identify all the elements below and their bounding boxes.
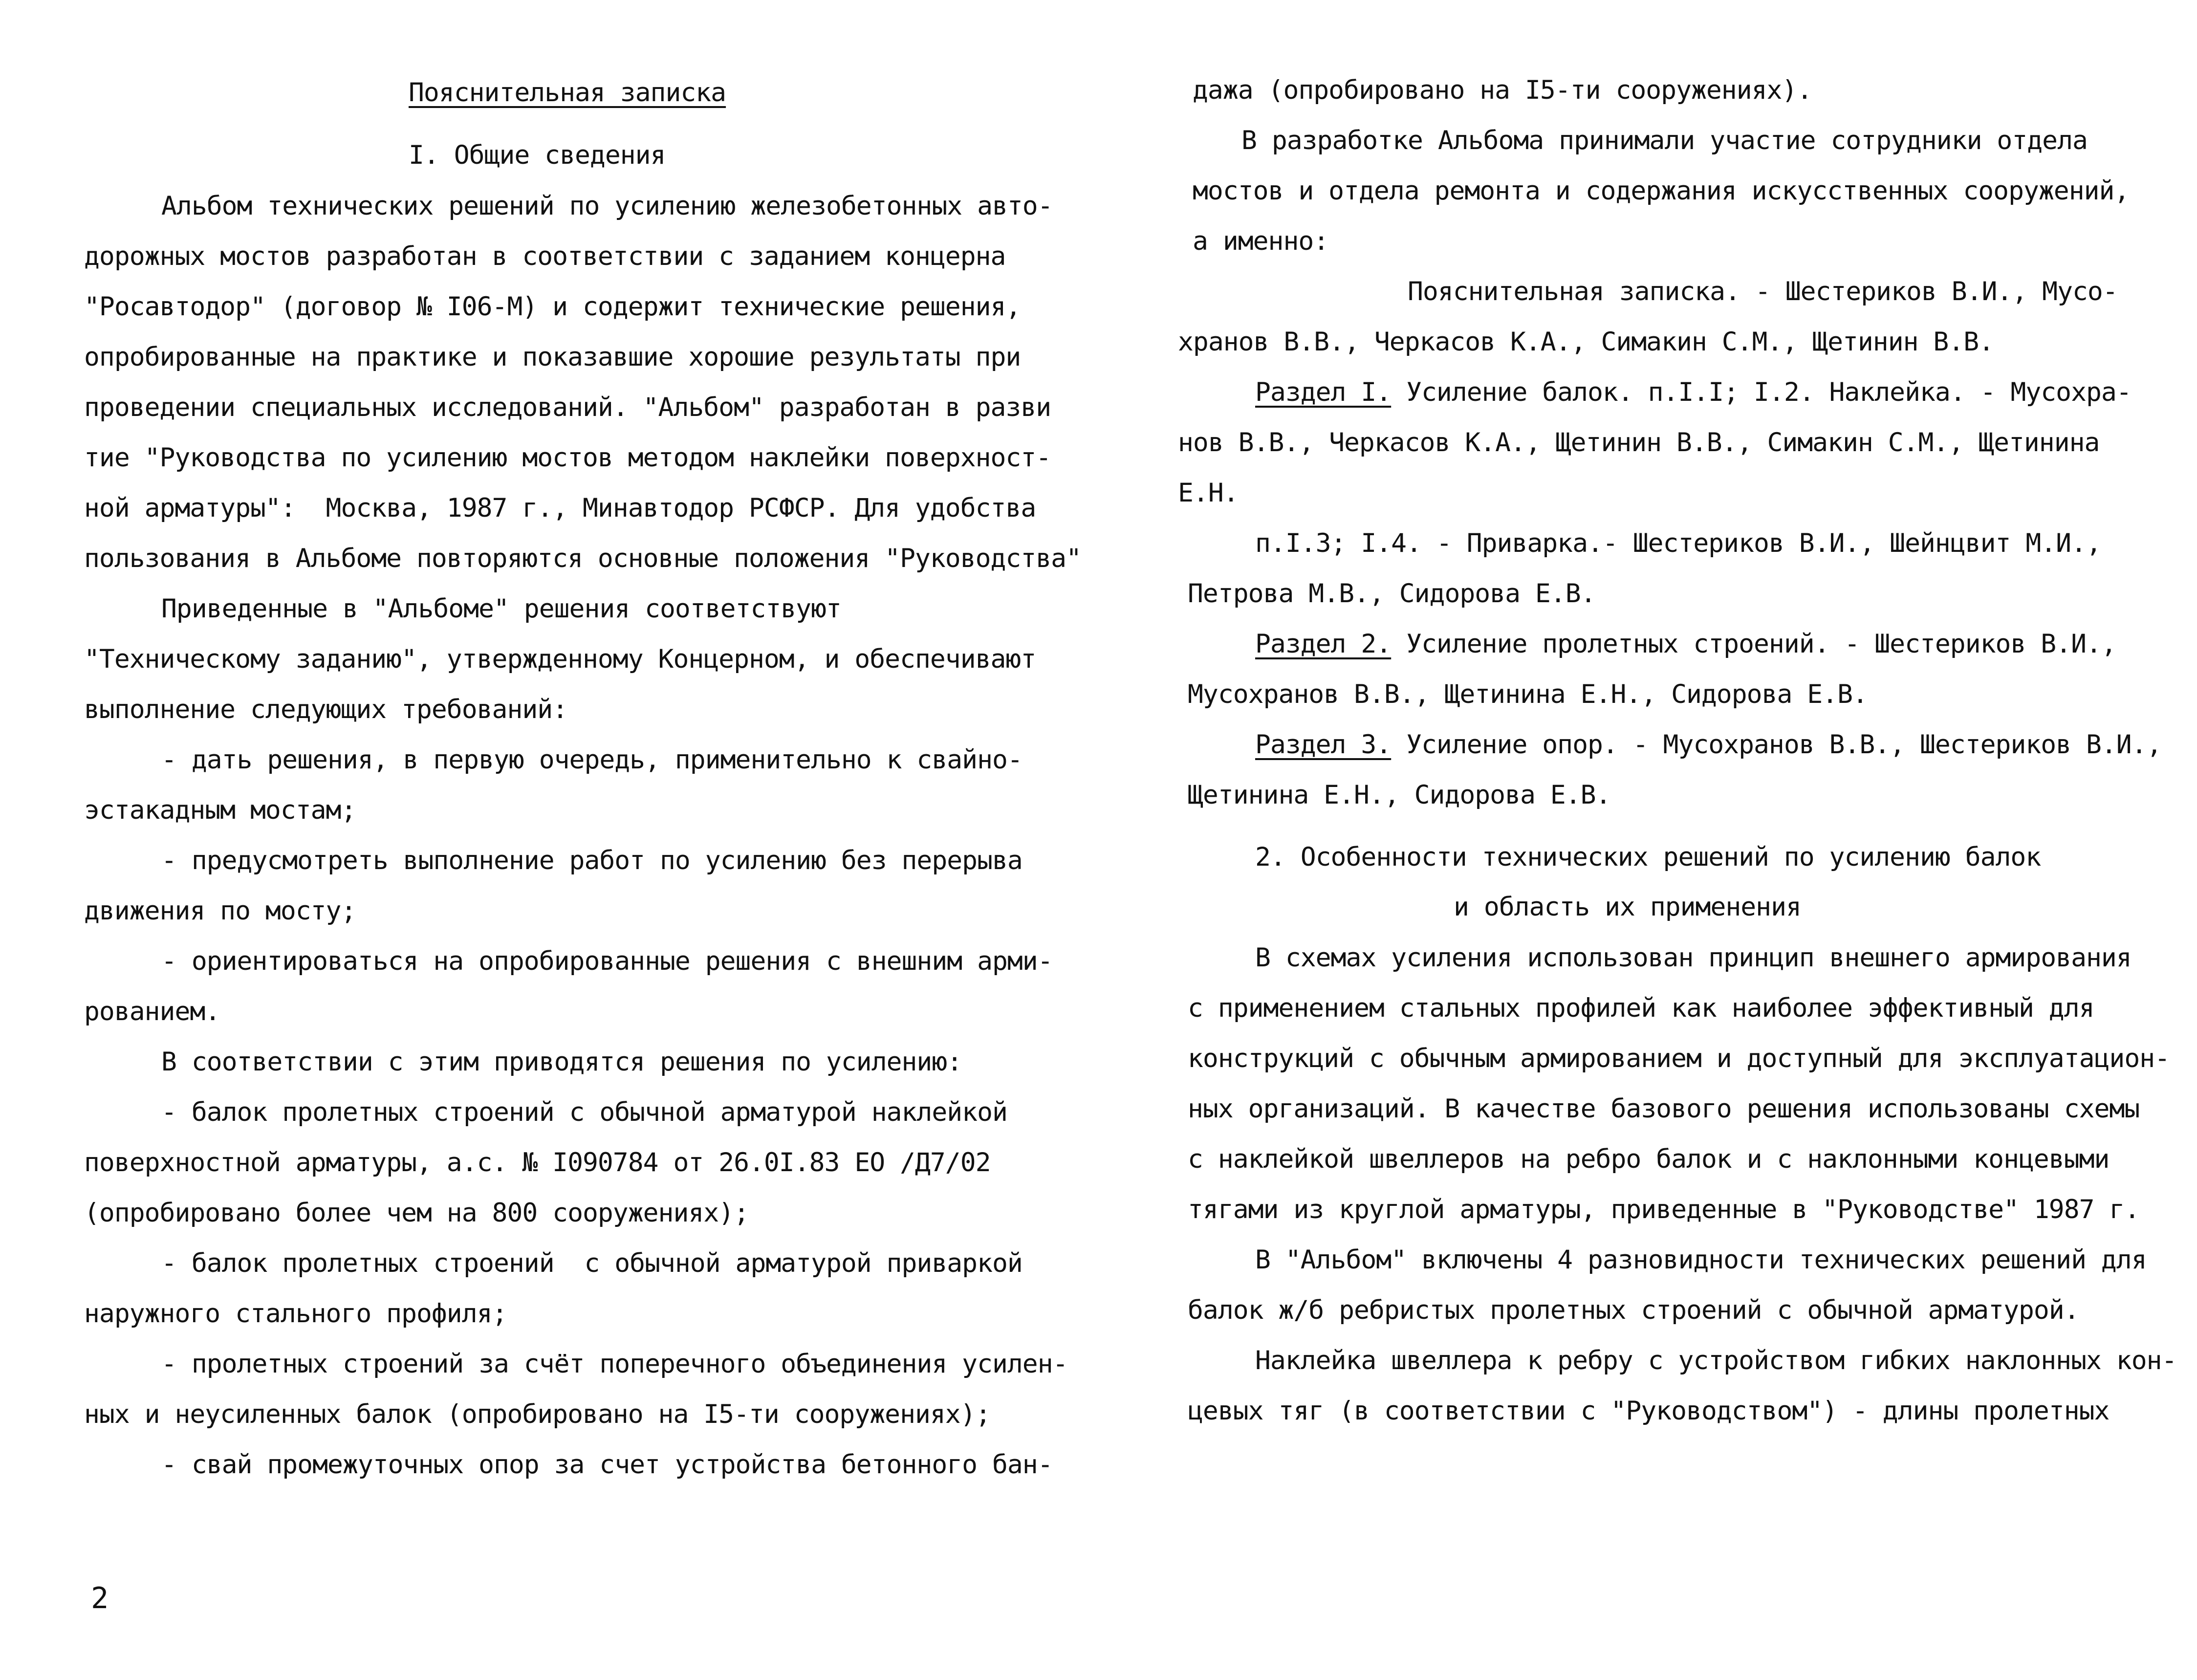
paragraph-line: ной арматуры": Москва, 1987 г., Минавтодор РСФСР. Для удобства [84, 493, 1036, 523]
section-link: Раздел 3. [1255, 730, 1392, 760]
paragraph-line: нов В.В., Черкасов К.А., Щетинин В.В., Симакин С.М., Щетинина [1178, 428, 2100, 458]
paragraph-line: Пояснительная записка. - Шестериков В.И., Мусо- [1408, 277, 2118, 306]
page-number: 2 [91, 1581, 109, 1615]
paragraph-line: с наклейкой швеллеров на ребро балок и с наклонными концевыми [1188, 1144, 2110, 1174]
list-item: наружного стального профиля; [84, 1299, 507, 1329]
section-link: Раздел 2. [1255, 629, 1392, 659]
list-item: - дать решения, в первую очередь, применительно к свайно- [161, 745, 1022, 775]
paragraph-line: с применением стальных профилей как наиболее эффективный для [1188, 993, 2094, 1023]
paragraph-line: выполнение следующих требований: [84, 695, 568, 724]
section-heading: I. Общие сведения [409, 140, 666, 170]
list-item: - балок пролетных строений с обычной арматурой наклейкой [161, 1097, 1007, 1127]
section-line-3: Раздел 3. Усиление опор. - Мусохранов В.В., Шестериков В.И., [1255, 730, 2162, 760]
paragraph-line: балок ж/б ребристых пролетных строений с обычной арматурой. [1188, 1295, 2079, 1325]
paragraph-line: Петрова М.В., Сидорова Е.В. [1188, 579, 1596, 609]
paragraph-line: дажа (опробировано на I5-ти сооружениях). [1193, 75, 1812, 105]
paragraph-line: Е.Н. [1178, 478, 1239, 508]
paragraph-line: Мусохранов В.В., Щетинина Е.Н., Сидорова Е.В. [1188, 679, 1868, 709]
paragraph-line: Щетинина Е.Н., Сидорова Е.В. [1188, 780, 1611, 810]
paragraph-line: мостов и отдела ремонта и содержания искусственных сооружений, [1193, 176, 2130, 206]
paragraph-line: "Росавтодор" (договор № I06-М) и содержит технические решения, [84, 292, 1021, 322]
section-line-1: Раздел I. Усиление балок. п.I.I; I.2. Наклейка. - Мусохра- [1255, 377, 2132, 407]
paragraph-line: ных организаций. В качестве базового решения использованы схемы [1188, 1094, 2140, 1124]
paragraph-line: "Техническому заданию", утвержденному Концерном, и обеспечивают [84, 644, 1036, 674]
section-heading: и область их применения [1454, 892, 1801, 922]
paragraph-line: а именно: [1193, 226, 1329, 256]
paragraph-line: пользования в Альбоме повторяются основные положения "Руководства" [84, 544, 1081, 573]
paragraph-line: п.I.3; I.4. - Приварка.- Шестериков В.И., Шейнцвит М.И., [1255, 528, 2101, 558]
list-item: (опробировано более чем на 800 сооружениях); [84, 1198, 749, 1228]
list-item: рованием. [84, 997, 220, 1026]
list-item: - ориентироваться на опробированные решения с внешним арми- [161, 946, 1053, 976]
list-item: поверхностной арматуры, а.с. № I090784 от 26.0I.83 ЕО /Д7/02 [84, 1148, 991, 1178]
list-item: движения по мосту; [84, 896, 356, 926]
list-item: ных и неусиленных балок (опробировано на I5-ти сооружениях); [84, 1399, 991, 1429]
paragraph-line: Наклейка швеллера к ребру с устройством гибких наклонных кон- [1255, 1346, 2177, 1375]
section-link: Раздел I. [1255, 377, 1392, 407]
paragraph-line: В разработке Альбома принимали участие сотрудники отдела [1241, 126, 2088, 155]
paragraph-line: тие "Руководства по усилению мостов методом наклейки поверхност- [84, 443, 1051, 473]
section-line-2: Раздел 2. Усиление пролетных строений. - Шестериков В.И., [1255, 629, 2116, 659]
list-item: - предусмотреть выполнение работ по усилению без перерыва [161, 846, 1022, 875]
paragraph-line: дорожных мостов разработан в соответствии с заданием концерна [84, 241, 1006, 271]
list-item: - пролетных строений за счёт поперечного объединения усилен- [161, 1349, 1068, 1379]
paragraph-line: В схемах усиления использован принцип внешнего армирования [1255, 943, 2132, 973]
list-item: - свай промежуточных опор за счет устройства бетонного бан- [161, 1450, 1053, 1480]
paragraph-line: В соответствии с этим приводятся решения по усилению: [161, 1047, 962, 1077]
paragraph-line: Приведенные в "Альбоме" решения соответствуют [161, 594, 841, 624]
paragraph-line: тягами из круглой арматуры, приведенные в "Руководстве" 1987 г. [1188, 1195, 2140, 1224]
list-item: - балок пролетных строений с обычной арматурой приваркой [161, 1248, 1022, 1278]
paragraph-line: опробированные на практике и показавшие хорошие результаты при [84, 342, 1021, 372]
paragraph-line: В "Альбом" включены 4 разновидности технических решений для [1255, 1245, 2147, 1275]
paragraph-line: цевых тяг (в соответствии с "Руководством") - длины пролетных [1188, 1396, 2110, 1426]
list-item: эстакадным мостам; [84, 795, 356, 825]
paragraph-line: конструкций с обычным армированием и доступный для эксплуатацион- [1188, 1044, 2170, 1073]
section-heading: 2. Особенности технических решений по усилению балок [1255, 842, 2041, 872]
paragraph-line: Альбом технических решений по усилению железобетонных авто- [161, 191, 1053, 221]
paragraph-line: проведении специальных исследований. "Альбом" разработан в разви [84, 393, 1051, 422]
paragraph-line: хранов В.В., Черкасов К.А., Симакин С.М., Щетинин В.В. [1178, 327, 1994, 357]
document-title: Пояснительная записка [409, 78, 726, 108]
